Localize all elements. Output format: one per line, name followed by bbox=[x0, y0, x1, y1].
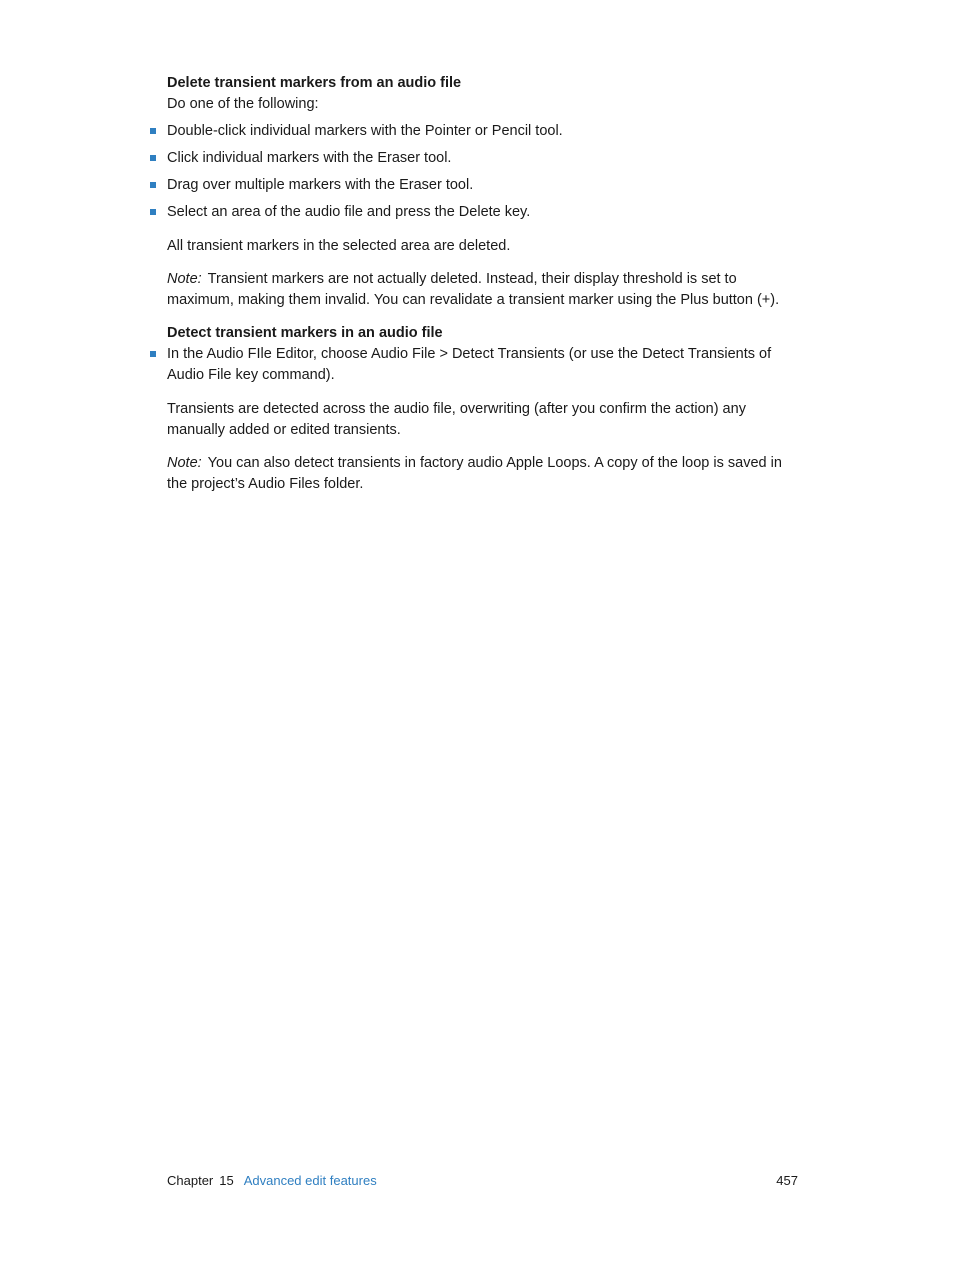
list-item bbox=[167, 344, 797, 386]
chapter-title-link[interactable]: Advanced edit features bbox=[243, 1173, 377, 1188]
section-intro: Do one of the following: bbox=[167, 96, 319, 112]
page-footer bbox=[167, 1172, 798, 1190]
list-item bbox=[167, 202, 797, 223]
list-item-text: Double-click individual markers with the Pointer or Pencil tool. bbox=[167, 123, 563, 139]
note-label: Note: bbox=[167, 455, 202, 471]
bullet-icon bbox=[150, 128, 156, 134]
list-item bbox=[167, 148, 797, 169]
list-item-text: Select an area of the audio file and press the Delete key. bbox=[167, 204, 531, 220]
list-item bbox=[167, 175, 797, 196]
bullet-icon bbox=[150, 182, 156, 188]
note-paragraph bbox=[167, 269, 797, 311]
section-heading-delete: Delete transient markers from an audio file bbox=[167, 75, 462, 91]
page-content bbox=[167, 73, 797, 495]
delete-steps-list bbox=[167, 121, 797, 223]
note-label: Note: bbox=[167, 271, 202, 287]
list-item-text: Drag over multiple markers with the Eraser tool. bbox=[167, 177, 474, 193]
list-item-text: Click individual markers with the Eraser tool. bbox=[167, 150, 452, 166]
chapter-number: 15 bbox=[219, 1173, 234, 1188]
chapter-label: Chapter bbox=[167, 1173, 214, 1188]
bullet-icon bbox=[150, 209, 156, 215]
note-text: Transient markers are not actually deleted. Instead, their display threshold is set to maximum, making them invalid. You can revalidate a transient marker using the Plus button (+). bbox=[167, 271, 780, 308]
bullet-icon bbox=[150, 351, 156, 357]
bullet-icon bbox=[150, 155, 156, 161]
section-heading-detect: Detect transient markers in an audio file bbox=[167, 325, 443, 341]
list-item-text: In the Audio FIle Editor, choose Audio File > Detect Transients (or use the Detect Transients of Audio File key command). bbox=[167, 346, 772, 383]
result-paragraph: All transient markers in the selected area are deleted. bbox=[167, 238, 511, 254]
list-item bbox=[167, 121, 797, 142]
note-text: You can also detect transients in factory audio Apple Loops. A copy of the loop is saved in the project’s Audio Files folder. bbox=[167, 455, 782, 492]
note-paragraph bbox=[167, 453, 797, 495]
detect-steps-list bbox=[167, 344, 797, 386]
result-paragraph: Transients are detected across the audio file, overwriting (after you confirm the action) any manually added or edited transients. bbox=[167, 401, 746, 438]
page-number: 457 bbox=[776, 1173, 798, 1188]
